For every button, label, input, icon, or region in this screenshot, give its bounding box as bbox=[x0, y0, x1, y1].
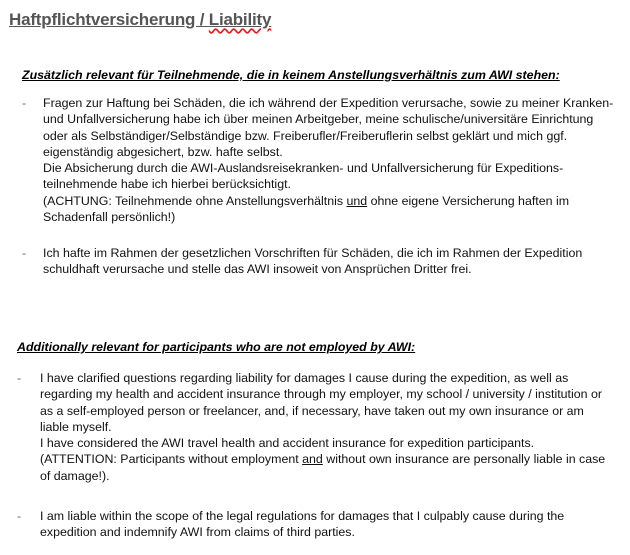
bullet-dash: - bbox=[22, 96, 27, 110]
title-main: Haftpflichtversicherung / bbox=[9, 10, 209, 29]
bullet-dash: - bbox=[17, 371, 22, 385]
english-heading: Additionally relevant for participants who are not employed by AWI: bbox=[17, 340, 416, 354]
german-attention-b: ohne eigene Versicherung haften im Schadenfall persönlich!) bbox=[43, 193, 570, 225]
english-bullet-1-p3 bbox=[40, 451, 628, 484]
german-bullet-2 bbox=[43, 245, 628, 278]
english-bullet-1 bbox=[40, 370, 628, 484]
english-bullet-2-text: I am liable within the scope of the legal regulations for damages that I culpably cause during the expedition and indemnify AWI from claims of third parties. bbox=[40, 509, 565, 540]
german-bullet-1-p3 bbox=[43, 193, 628, 226]
english-bullet-1-p1: I have clarified questions regarding liability for damages I cause during the expedition, as well as regarding my health and accident insurance through my employer, my school / university / institution or as a self-employed person or freelancer, and, if necessary, have taken out my own insurance or am liable myself. bbox=[40, 371, 602, 434]
english-attention-b: without own insurance are personally liable in case of damage!). bbox=[40, 452, 606, 483]
english-attention-a: (ATTENTION: Participants without employment bbox=[40, 452, 303, 467]
english-bullet-1-p2: I have considered the AWI travel health and accident insurance for expedition participants. bbox=[40, 436, 535, 451]
english-attention-and: and bbox=[302, 452, 323, 467]
german-bullet-1 bbox=[43, 95, 628, 225]
german-bullet-2-text: Ich hafte im Rahmen der gesetzlichen Vorschriften für Schäden, die ich im Rahmen der Expedition schuldhaft verursache und stelle das AWI insoweit von Ansprüchen Dritter frei. bbox=[43, 246, 583, 277]
german-heading: Zusätzlich relevant für Teilnehmende, die in keinem Anstellungsverhältnis zum AWI stehen: bbox=[22, 68, 560, 82]
german-bullet-1-p2: Die Absicherung durch die AWI-Auslandsreisekranken- und Unfallversicherung für Expeditions- teilnehmende habe ich hierbei berücksichtigt. bbox=[43, 161, 564, 192]
bullet-dash: - bbox=[22, 246, 27, 260]
german-attention-a: (ACHTUNG: Teilnehmende ohne Anstellungsverhältnis bbox=[43, 193, 347, 208]
bullet-dash: - bbox=[17, 509, 22, 523]
title-liability-word: Liability bbox=[208, 10, 272, 29]
english-bullet-2 bbox=[40, 508, 628, 541]
german-bullet-1-p1: Fragen zur Haftung bei Schäden, die ich während der Expedition verursache, sowie zu meiner Kranken- und Unfallversicherung habe ich über meinen Arbeitgeber, meine schulische/universitäre Einrichtung oder als Selbständiger/Selbständige bzw. Freiberufler/Freiberuflerin selbst geklärt und mich ggf. eigenständig abgesichert, bzw. hafte selbst. bbox=[43, 96, 614, 159]
german-attention-und: und bbox=[346, 193, 368, 208]
document-title bbox=[9, 10, 271, 30]
